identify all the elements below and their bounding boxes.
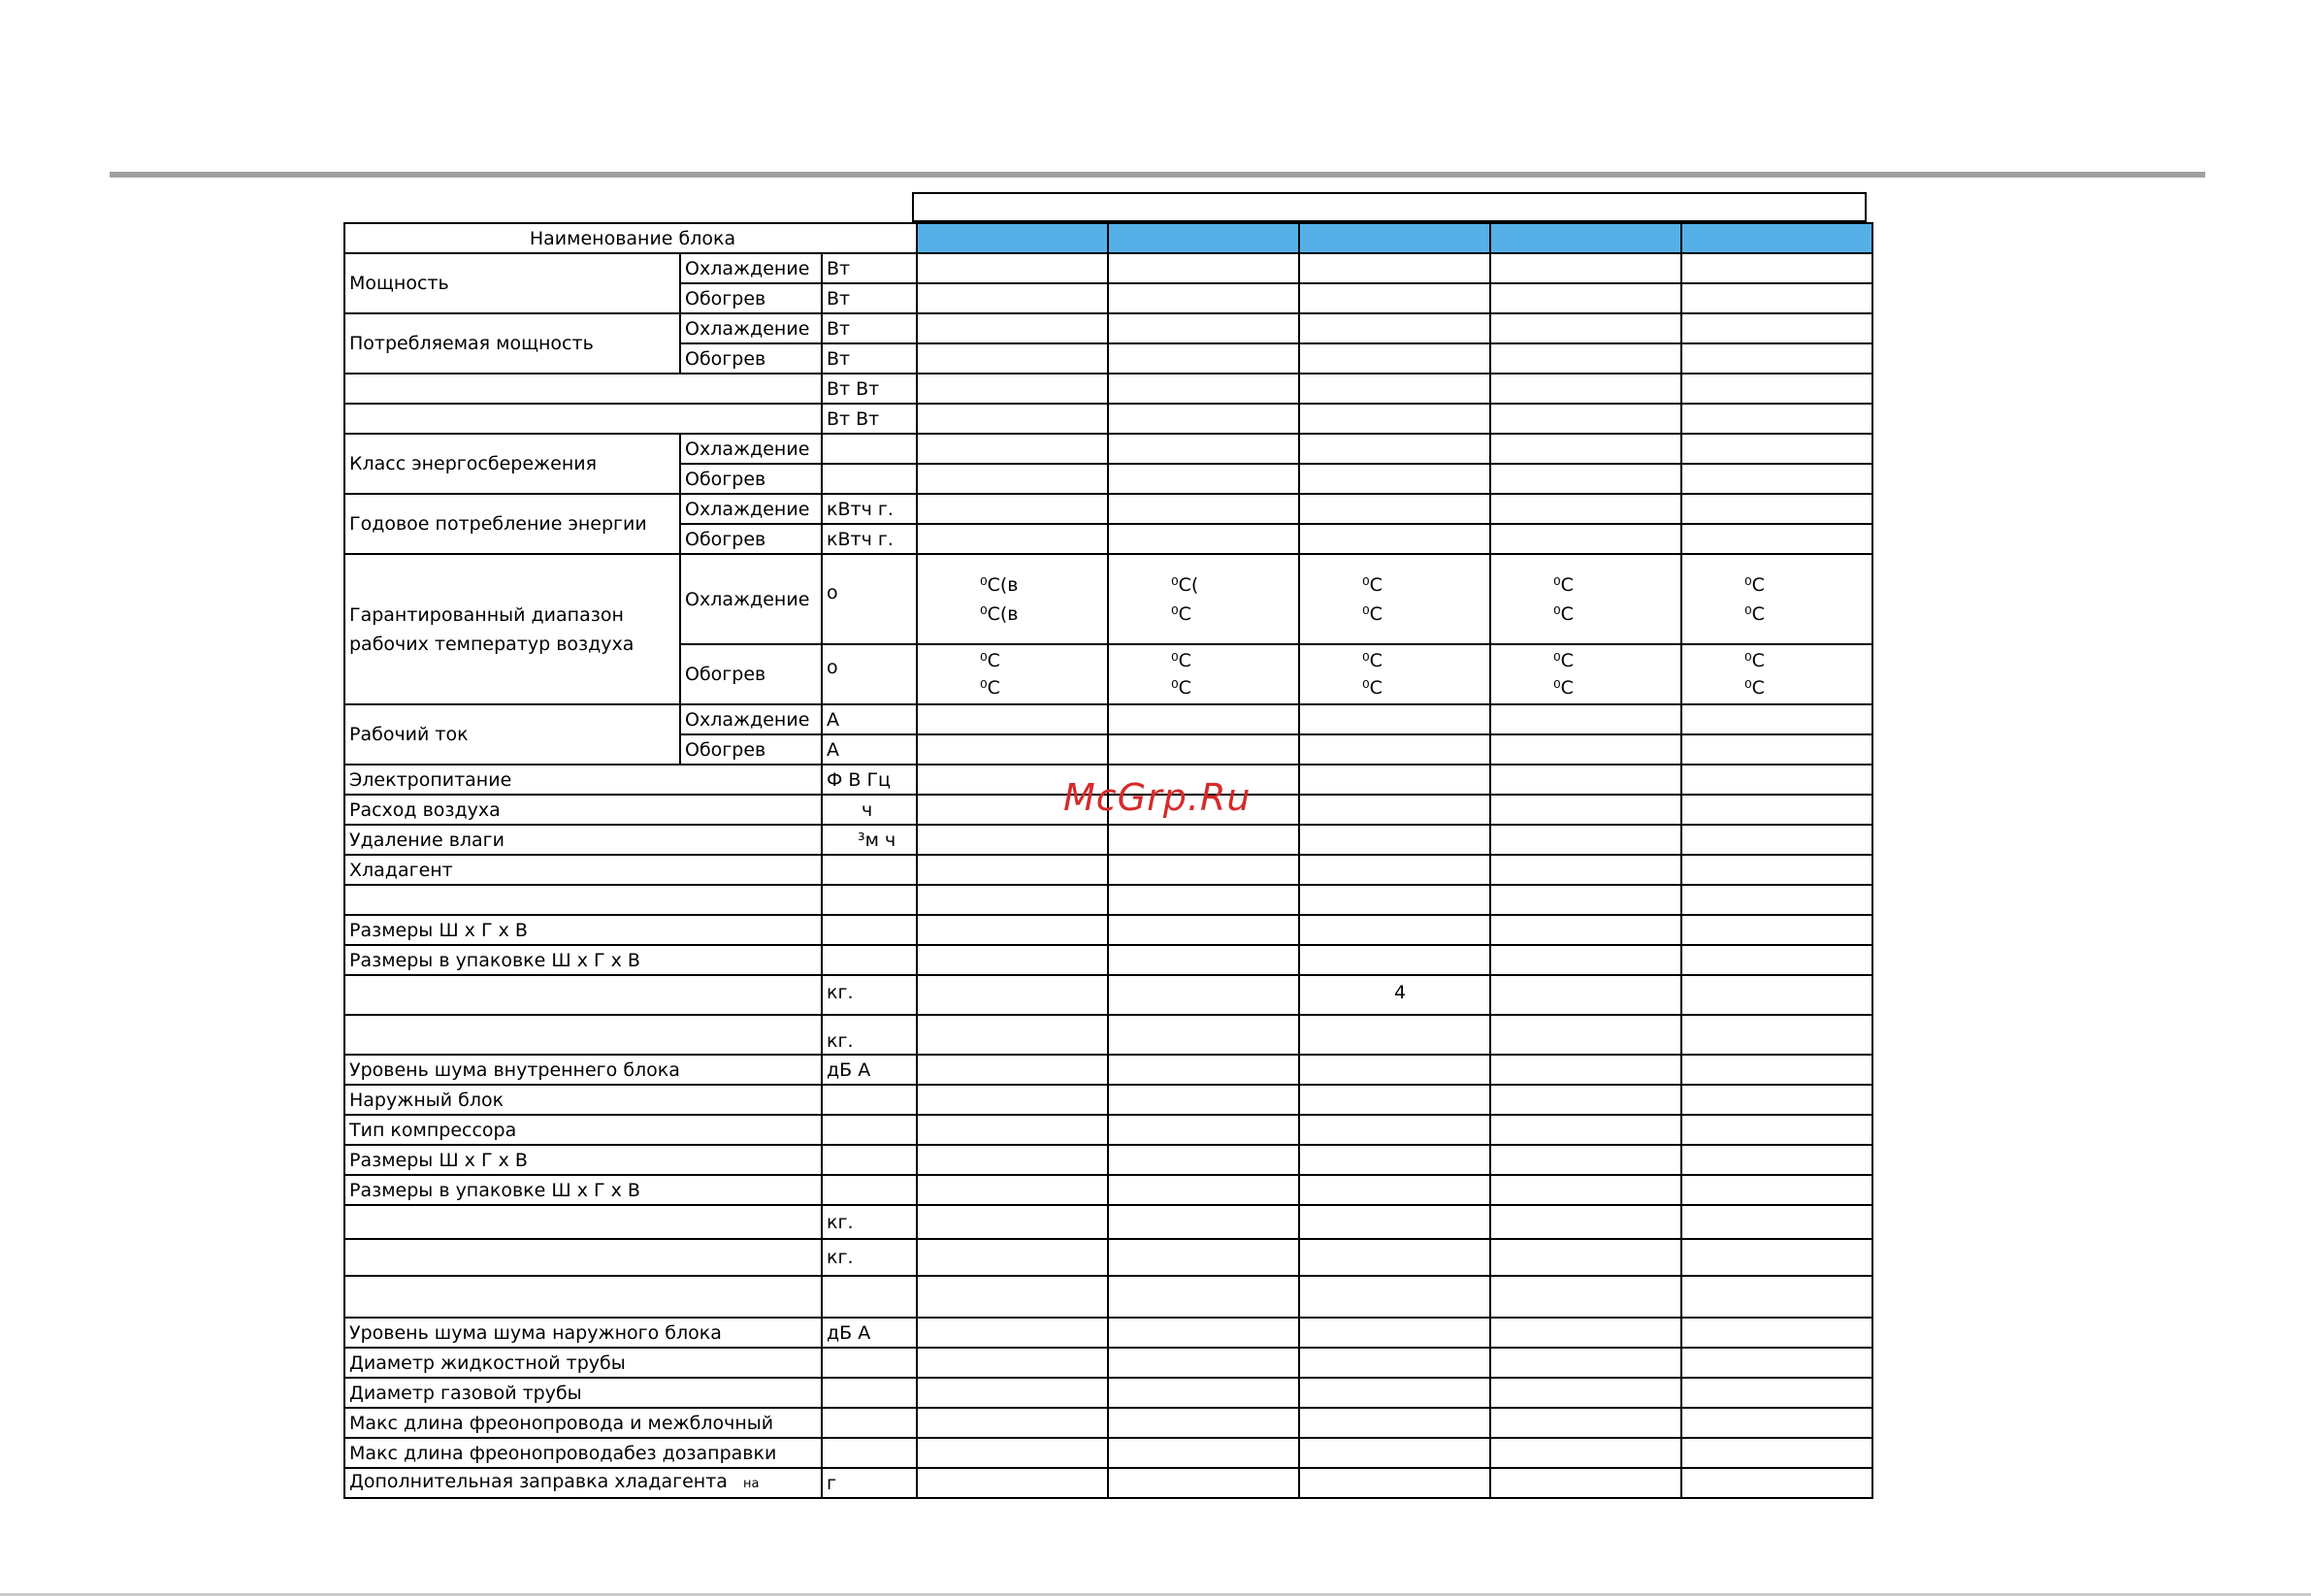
- temp-cell: ⁰C ⁰C: [917, 644, 1108, 704]
- table-row: [344, 855, 1872, 885]
- watermark: McGrp.Ru: [1063, 776, 1252, 819]
- mode-heat: Обогрев: [680, 734, 822, 765]
- table-row: [344, 253, 1872, 283]
- table-row: [344, 1175, 1872, 1205]
- table-row: [344, 885, 1872, 915]
- model-col-4: [1490, 223, 1681, 253]
- unit: Вт: [822, 343, 917, 374]
- unit: кВтч г.: [822, 524, 917, 554]
- dims-pack-label: Размеры в упаковке Ш х Г х В: [344, 945, 822, 975]
- weight-value: 4: [1299, 975, 1490, 1015]
- unit: кВтч г.: [822, 494, 917, 524]
- unit: кг.: [822, 1239, 917, 1276]
- temp-cell: ⁰C ⁰C: [1108, 644, 1299, 704]
- unit: о: [822, 554, 917, 644]
- mode-heat: Обогрев: [680, 464, 822, 494]
- temp-cell: ⁰C ⁰C: [1299, 554, 1490, 644]
- extra-charge-label: Дополнительная заправка хладагента на: [344, 1468, 822, 1498]
- mode-cool: Охлаждение: [680, 554, 822, 644]
- unit: ч: [822, 795, 917, 825]
- table-row: [344, 1115, 1872, 1145]
- spec-table: [343, 222, 1873, 1499]
- mode-heat: Обогрев: [680, 524, 822, 554]
- unit: дБ А: [822, 1055, 917, 1085]
- unit: Вт: [822, 313, 917, 343]
- unit: А: [822, 704, 917, 734]
- temp-cell: ⁰C ⁰C: [1299, 644, 1490, 704]
- table-row: [344, 374, 1872, 404]
- table-row: [344, 915, 1872, 945]
- mode-heat: Обогрев: [680, 343, 822, 374]
- dehumid-label: Удаление влаги: [344, 825, 822, 855]
- energy-class-label: Класс энергосбережения: [344, 434, 680, 494]
- mode-cool: Охлаждение: [680, 494, 822, 524]
- model-col-2: [1108, 223, 1299, 253]
- table-row: [344, 404, 1872, 434]
- temp-cell: ⁰C( ⁰C: [1108, 554, 1299, 644]
- unit: дБ А: [822, 1318, 917, 1348]
- mode-heat: Обогрев: [680, 644, 822, 704]
- model-col-5: [1681, 223, 1872, 253]
- outdoor-unit-label: Наружный блок: [344, 1085, 822, 1115]
- model-col-3: [1299, 223, 1490, 253]
- dims-label: Размеры Ш х Г х В: [344, 915, 822, 945]
- table-row: [344, 1378, 1872, 1408]
- liquid-pipe-label: Диаметр жидкостной трубы: [344, 1348, 822, 1378]
- unit: г: [822, 1468, 917, 1498]
- annual-energy-label: Годовое потребление энергии: [344, 494, 680, 554]
- table-row: [344, 1318, 1872, 1348]
- model-header-box: [912, 192, 1867, 222]
- table-row: [344, 1085, 1872, 1115]
- refrigerant-label: Хладагент: [344, 855, 822, 885]
- mode-heat: Обогрев: [680, 283, 822, 313]
- table-row: [344, 704, 1872, 734]
- table-row: [344, 223, 1872, 253]
- top-rule: [110, 172, 2205, 178]
- capacity-label: Мощность: [344, 253, 680, 313]
- unit: Ф В Гц: [822, 765, 917, 795]
- mode-cool: Охлаждение: [680, 253, 822, 283]
- table-row: [344, 1055, 1872, 1085]
- unit: Вт: [822, 253, 917, 283]
- table-row: [344, 554, 1872, 644]
- table-row: [344, 945, 1872, 975]
- model-col-1: [917, 223, 1108, 253]
- compressor-label: Тип компрессора: [344, 1115, 822, 1145]
- temp-cell: ⁰C(в ⁰C(в: [917, 554, 1108, 644]
- unit: Вт Вт: [822, 404, 917, 434]
- temp-cell: ⁰C ⁰C: [1681, 554, 1872, 644]
- table-row: [344, 825, 1872, 855]
- out-dims-pack-label: Размеры в упаковке Ш х Г х В: [344, 1175, 822, 1205]
- table-row: [344, 1239, 1872, 1276]
- unit: Вт: [822, 283, 917, 313]
- unit: о: [822, 644, 917, 704]
- table-row: [344, 1205, 1872, 1239]
- table-row: [344, 1438, 1872, 1468]
- temp-cell: ⁰C ⁰C: [1681, 644, 1872, 704]
- unit: А: [822, 734, 917, 765]
- mode-cool: Охлаждение: [680, 704, 822, 734]
- block-name-header: Наименование блока: [344, 223, 917, 253]
- unit: Вт Вт: [822, 374, 917, 404]
- airflow-label: Расход воздуха: [344, 795, 822, 825]
- power-input-label: Потребляемая мощность: [344, 313, 680, 374]
- table-row: [344, 1468, 1872, 1498]
- out-dims-label: Размеры Ш х Г х В: [344, 1145, 822, 1175]
- noise-indoor-label: Уровень шума внутреннего блока: [344, 1055, 822, 1085]
- table-row: [344, 1348, 1872, 1378]
- table-row: [344, 1276, 1872, 1318]
- gas-pipe-label: Диаметр газовой трубы: [344, 1378, 822, 1408]
- power-supply-label: Электропитание: [344, 765, 822, 795]
- table-row: [344, 434, 1872, 464]
- temp-cell: ⁰C ⁰C: [1490, 554, 1681, 644]
- max-length-label: Макс длина фреонопровода и межблочный: [344, 1408, 822, 1438]
- temp-range-label: Гарантированный диапазон рабочих температур воздуха: [344, 554, 680, 704]
- table-row: [344, 1408, 1872, 1438]
- unit: кг.: [822, 975, 917, 1015]
- current-label: Рабочий ток: [344, 704, 680, 765]
- mode-cool: Охлаждение: [680, 313, 822, 343]
- table-row: [344, 1015, 1872, 1055]
- unit: ³м ч: [822, 825, 917, 855]
- mode-cool: Охлаждение: [680, 434, 822, 464]
- unit: кг.: [822, 1205, 917, 1239]
- table-row: [344, 313, 1872, 343]
- table-row: [344, 494, 1872, 524]
- table-row: [344, 975, 1872, 1015]
- table-row: [344, 1145, 1872, 1175]
- max-length-no-charge-label: Макс длина фреонопроводабез дозаправки: [344, 1438, 822, 1468]
- temp-cell: ⁰C ⁰C: [1490, 644, 1681, 704]
- noise-outdoor-label: Уровень шума шума наружного блока: [344, 1318, 822, 1348]
- unit: кг.: [822, 1015, 917, 1055]
